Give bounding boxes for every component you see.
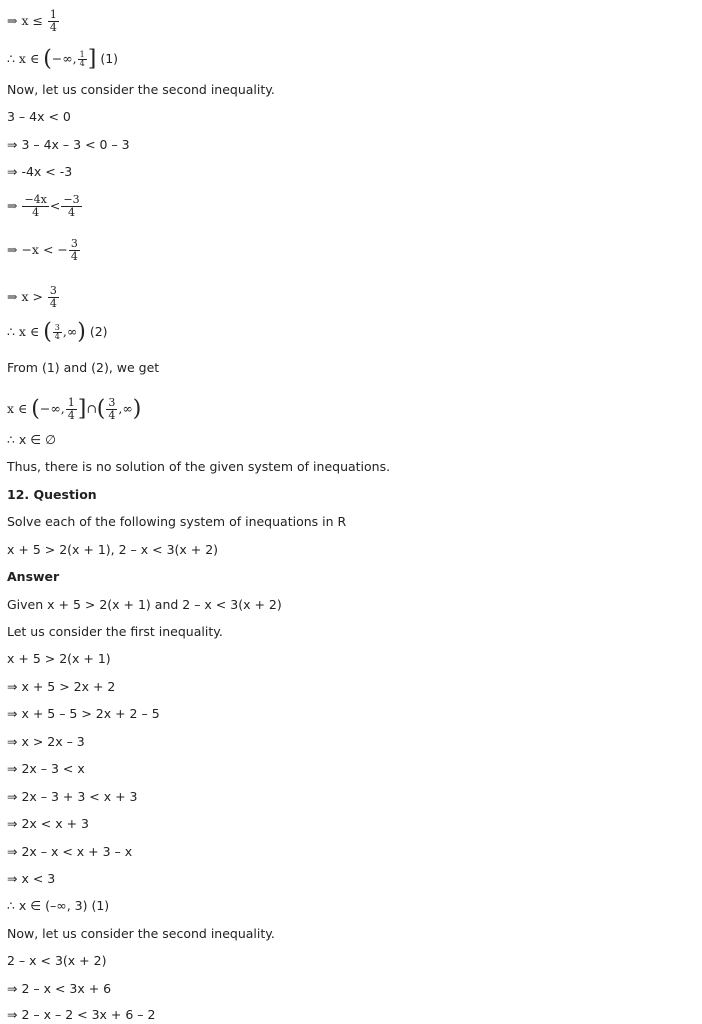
paren: ) [77,319,86,345]
paren: ( [43,46,52,72]
answer-heading: Answer [7,569,60,584]
paren: ( [31,396,40,422]
text-line: Thus, there is no solution of the given system of inequations. [7,459,391,474]
paren: ( [43,319,52,345]
text: −∞, [39,401,65,416]
fraction [66,397,77,422]
numerator: −3 [63,193,80,206]
fraction [48,9,59,34]
intersection-line [7,397,141,422]
text-line: Now, let us consider the second inequality. [7,926,275,941]
numerator: 3 [70,237,78,250]
bracket: ] [77,396,87,422]
fraction [22,194,48,219]
fraction [48,285,59,310]
math-line: ∴ x ∈ ∅ [7,432,57,447]
numerator: 3 [49,284,57,297]
interval-result-1 [7,46,119,72]
fraction [53,324,62,341]
denominator: 4 [54,332,60,341]
math-line: ⇒ x < 3 [7,871,56,886]
paren: ) [132,396,142,422]
denominator: 4 [49,297,57,310]
math-line: ⇒ 3 – 4x – 3 < 0 – 3 [7,137,130,152]
numerator: 3 [54,323,60,332]
text: ⇒ −x < − [7,242,68,257]
step-x-gt [7,285,60,310]
fraction [78,51,87,68]
bracket: ] [87,46,97,72]
denominator: 4 [32,206,40,219]
math-line: 2 – x < 3(x + 2) [7,953,107,968]
fraction [69,238,80,263]
text: < [49,198,61,213]
text: −∞, [51,51,77,66]
math-line: x + 5 > 2(x + 1), 2 – x < 3(x + 2) [7,542,219,557]
denominator: 4 [79,59,85,68]
numerator: 1 [79,50,85,59]
text: x ∈ [7,401,32,416]
denominator: 4 [67,409,75,422]
label: (2) [89,324,108,339]
text-line: From (1) and (2), we get [7,360,160,375]
text: ⇒ x > [7,289,47,304]
step-x-le-quarter [7,9,60,34]
math-line: ∴ x ∈ (–∞, 3) (1) [7,898,110,913]
interval-result-2 [7,319,108,345]
denominator: 4 [67,206,75,219]
math-line: 3 – 4x < 0 [7,109,71,124]
text: ,∞ [62,324,78,339]
math-line: ⇒ 2 – x < 3x + 6 [7,981,112,996]
text: ⇒ [7,198,22,213]
paren: ( [96,396,106,422]
text-line: Now, let us consider the second inequality. [7,82,275,97]
math-line: ⇒ 2x – 3 + 3 < x + 3 [7,789,138,804]
math-line: ⇒ 2 – x – 2 < 3x + 6 – 2 [7,1007,156,1022]
math-line: ⇒ x + 5 – 5 > 2x + 2 – 5 [7,706,160,721]
text: ∴ x ∈ [7,51,44,66]
math-line: ⇒ x + 5 > 2x + 2 [7,679,116,694]
text-line: Solve each of the following system of inequations in R [7,514,347,529]
numerator: −4x [24,193,47,206]
text: ∩ [86,401,97,416]
math-line: ⇒ -4x < -3 [7,164,73,179]
fraction-inequality [7,194,83,219]
math-line: ⇒ x > 2x – 3 [7,734,85,749]
question-heading: 12. Question [7,487,97,502]
math-line: x + 5 > 2(x + 1) [7,651,111,666]
step-neg-x [7,238,81,263]
denominator: 4 [70,250,78,263]
text: ⇒ x ≤ [7,13,47,28]
math-line: ⇒ 2x < x + 3 [7,816,89,831]
label: (1) [100,51,119,66]
numerator: 1 [67,396,75,409]
math-line: ⇒ 2x – x < x + 3 – x [7,844,133,859]
text-line: Given x + 5 > 2(x + 1) and 2 – x < 3(x + 2) [7,597,282,612]
denominator: 4 [108,409,116,422]
fraction [106,397,117,422]
text: ∴ x ∈ [7,324,44,339]
denominator: 4 [49,21,57,34]
text: ,∞ [118,401,133,416]
math-line: ⇒ 2x – 3 < x [7,761,85,776]
fraction [61,194,81,219]
numerator: 3 [108,396,116,409]
text-line: Let us consider the first inequality. [7,624,223,639]
numerator: 1 [49,8,57,21]
